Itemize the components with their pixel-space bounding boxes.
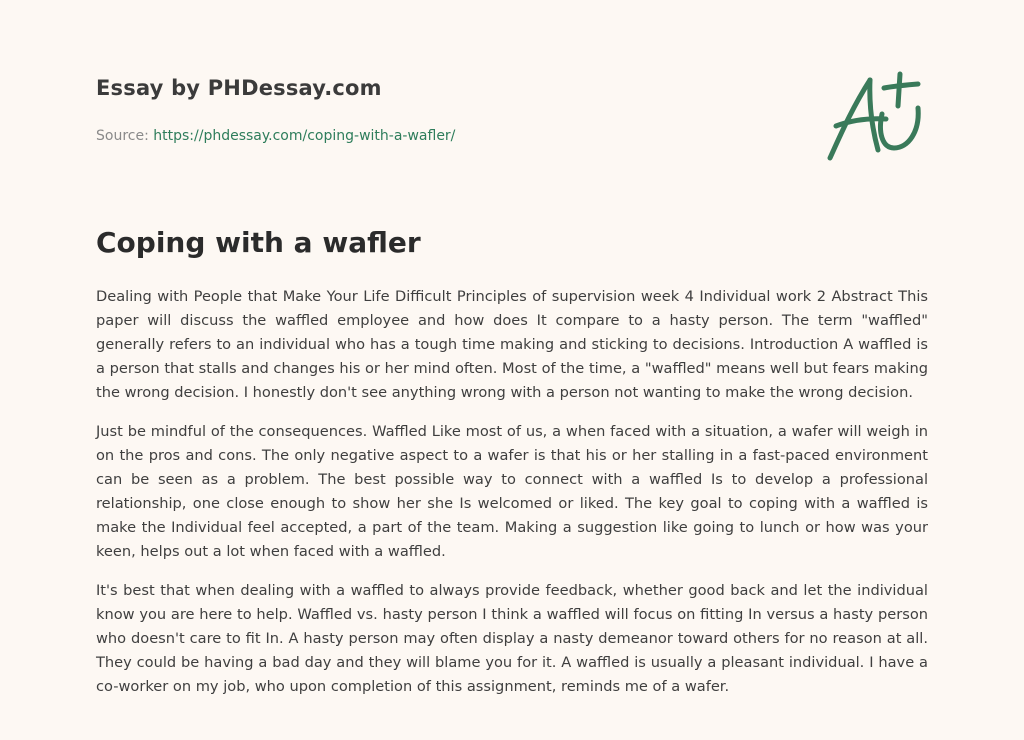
source-line bbox=[96, 128, 455, 144]
source-label: Source: bbox=[96, 128, 149, 144]
brand-title: Essay by PHDessay.com bbox=[96, 76, 382, 100]
article-body bbox=[96, 285, 928, 714]
source-link[interactable]: https://phdessay.com/coping-with-a-wafler/ bbox=[153, 128, 456, 144]
article-paragraph-2: Just be mindful of the consequences. Waffled Like most of us, a when faced with a situation, a wafer will weigh in on the pros and cons. The only negative aspect to a wafer is that his or her stalling in a fast-paced environment can be seen as a problem. The best possible way to connect with a waffled Is to develop a professional relationship, one close enough to show her she Is welcomed or liked. The key goal to coping with a waffled is make the Individual feel accepted, a part of the team. Making a suggestion like going to lunch or how was your keen, helps out a lot when faced with a waffled. bbox=[96, 423, 928, 560]
header bbox=[96, 76, 455, 144]
article-paragraph-1: Dealing with People that Make Your Life Difficult Principles of supervision week 4 Individual work 2 Abstract This paper will discuss the waffled employee and how does It compare to a hasty person. The term "waffled" generally refers to an individual who has a tough time making and sticking to decisions. Introduction A waffled is a person that stalls and changes his or her mind often. Most of the time, a "waffled" means well but fears making the wrong decision. I honestly don't see anything wrong with a person not wanting to make the wrong decision. bbox=[96, 288, 928, 401]
a-plus-grade-icon bbox=[822, 68, 928, 164]
article-title: Coping with a wafler bbox=[96, 226, 421, 259]
article-paragraph-3: It's best that when dealing with a waffled to always provide feedback, whether good back and let the individual know you are here to help. Waffled vs. hasty person I think a waffled will focus on fitting In versus a hasty person who doesn't care to fit In. A hasty person may often display a nasty demeanor toward others for no reason at all. They could be having a bad day and they will blame you for it. A waffled is usually a pleasant individual. I have a co-worker on my job, who upon completion of this assignment, reminds me of a wafer. bbox=[96, 582, 928, 695]
